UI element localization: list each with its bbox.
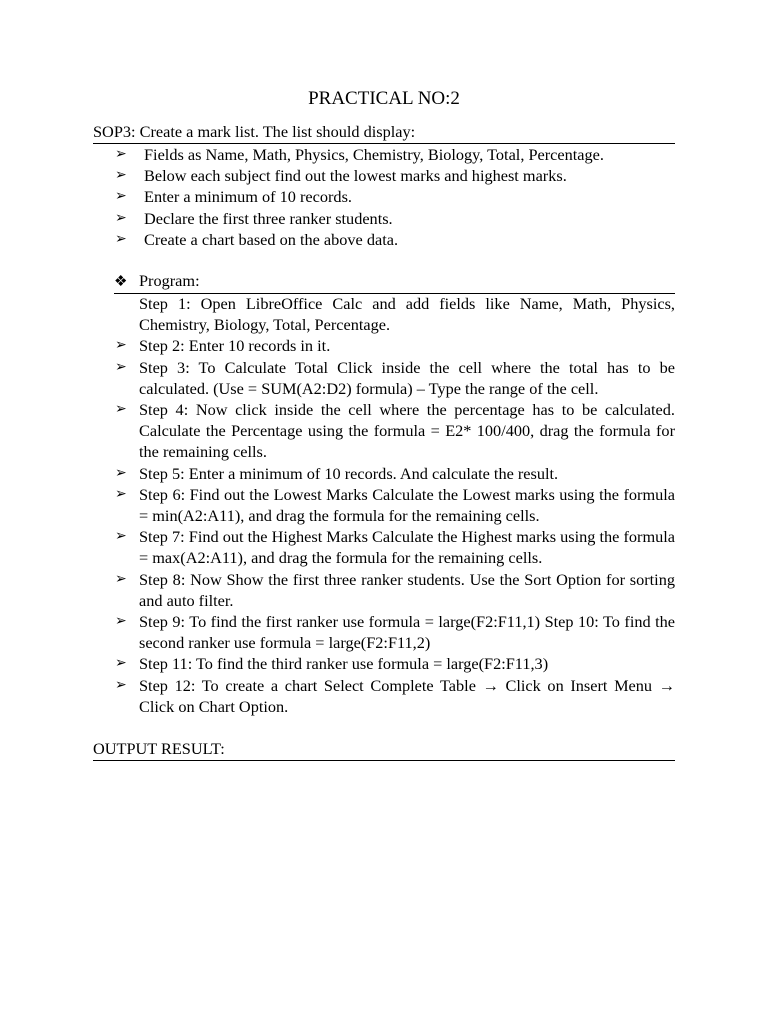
arrowhead-bullet-icon: ➢ xyxy=(115,614,127,630)
arrowhead-bullet-icon: ➢ xyxy=(115,147,127,162)
step-item: ➢ Step 12: To create a chart Select Complete Table → Click on Insert Menu → Click on Chart Option. xyxy=(115,675,675,716)
list-item: ➢ Declare the first three ranker students. xyxy=(115,208,393,228)
arrowhead-bullet-icon: ➢ xyxy=(115,168,127,184)
step-item: ➢ Step 4: Now click inside the cell where the percentage has to be calculated. Calculate the Percentage using the formula = E2* 100/400, drag the formula for the remaining cells. xyxy=(115,400,675,462)
list-item: ➢ Create a chart based on the above data. xyxy=(115,229,399,249)
step-item: ➢ Step 11: To find the third ranker use formula = large(F2:F11,3) xyxy=(115,654,549,674)
program-steps-list xyxy=(115,293,675,717)
step-item: ➢ Step 9: To find the first ranker use formula = large(F2:F11,1) Step 10: To find the second ranker use formula = large(F2:F11,2) xyxy=(115,612,675,653)
arrowhead-bullet-icon: ➢ xyxy=(115,571,127,587)
arrowhead-bullet-icon: ➢ xyxy=(115,210,127,226)
output-heading: OUTPUT RESULT: xyxy=(93,739,675,761)
arrowhead-bullet-icon: ➢ xyxy=(115,402,127,418)
list-item: ➢ Below each subject find out the lowest marks and highest marks. xyxy=(115,166,567,186)
arrowhead-bullet-icon: ➢ xyxy=(115,189,127,205)
requirements-list xyxy=(93,144,675,250)
arrowhead-bullet-icon: ➢ xyxy=(115,656,127,672)
step-item: ➢ Step 3: To Calculate Total Click inside the cell where the total has to be calculated. (Use = SUM(A2:D2) formula) – Type the range of the cell. xyxy=(115,357,675,398)
step-item: ➢ Step 6: Find out the Lowest Marks Calculate the Lowest marks using the formula = min(A2:A11), and drag the formula for the remaining cells. xyxy=(115,484,675,526)
arrowhead-bullet-icon: ➢ xyxy=(115,486,127,502)
sop-heading: SOP3: Create a mark list. The list should display: xyxy=(93,122,675,144)
step-item: ➢ Step 8: Now Show the first three ranker students. Use the Sort Option for sorting and auto filter. xyxy=(115,569,675,610)
diamond-bullet-icon: ❖ xyxy=(114,274,128,290)
page-title: PRACTICAL NO:2 xyxy=(308,88,460,109)
program-heading: ❖ Program: xyxy=(114,271,675,294)
step-item: ➢ Step 2: Enter 10 records in it. xyxy=(115,336,331,356)
arrowhead-bullet-icon: ➢ xyxy=(115,338,127,354)
arrowhead-bullet-icon: ➢ xyxy=(115,359,127,375)
step-item: ➢ Step 5: Enter a minimum of 10 records. And calculate the result. xyxy=(115,463,559,483)
arrowhead-bullet-icon: ➢ xyxy=(115,231,127,247)
list-item: ➢ Enter a minimum of 10 records. xyxy=(115,187,352,207)
arrowhead-bullet-icon: ➢ xyxy=(115,677,127,693)
step-item: ➢ Step 7: Find out the Highest Marks Calculate the Highest marks using the formula = max(A2:A11), and drag the formula for the remaining cells. xyxy=(115,527,675,568)
step-item: Step 1: Open LibreOffice Calc and add fields like Name, Math, Physics, Chemistry, Biology, Total, Percentage. xyxy=(139,294,675,335)
arrowhead-bullet-icon: ➢ xyxy=(115,465,127,481)
arrowhead-bullet-icon: ➢ xyxy=(115,529,127,545)
list-item: ➢ Fields as Name, Math, Physics, Chemistry, Biology, Total, Percentage. xyxy=(115,145,604,164)
